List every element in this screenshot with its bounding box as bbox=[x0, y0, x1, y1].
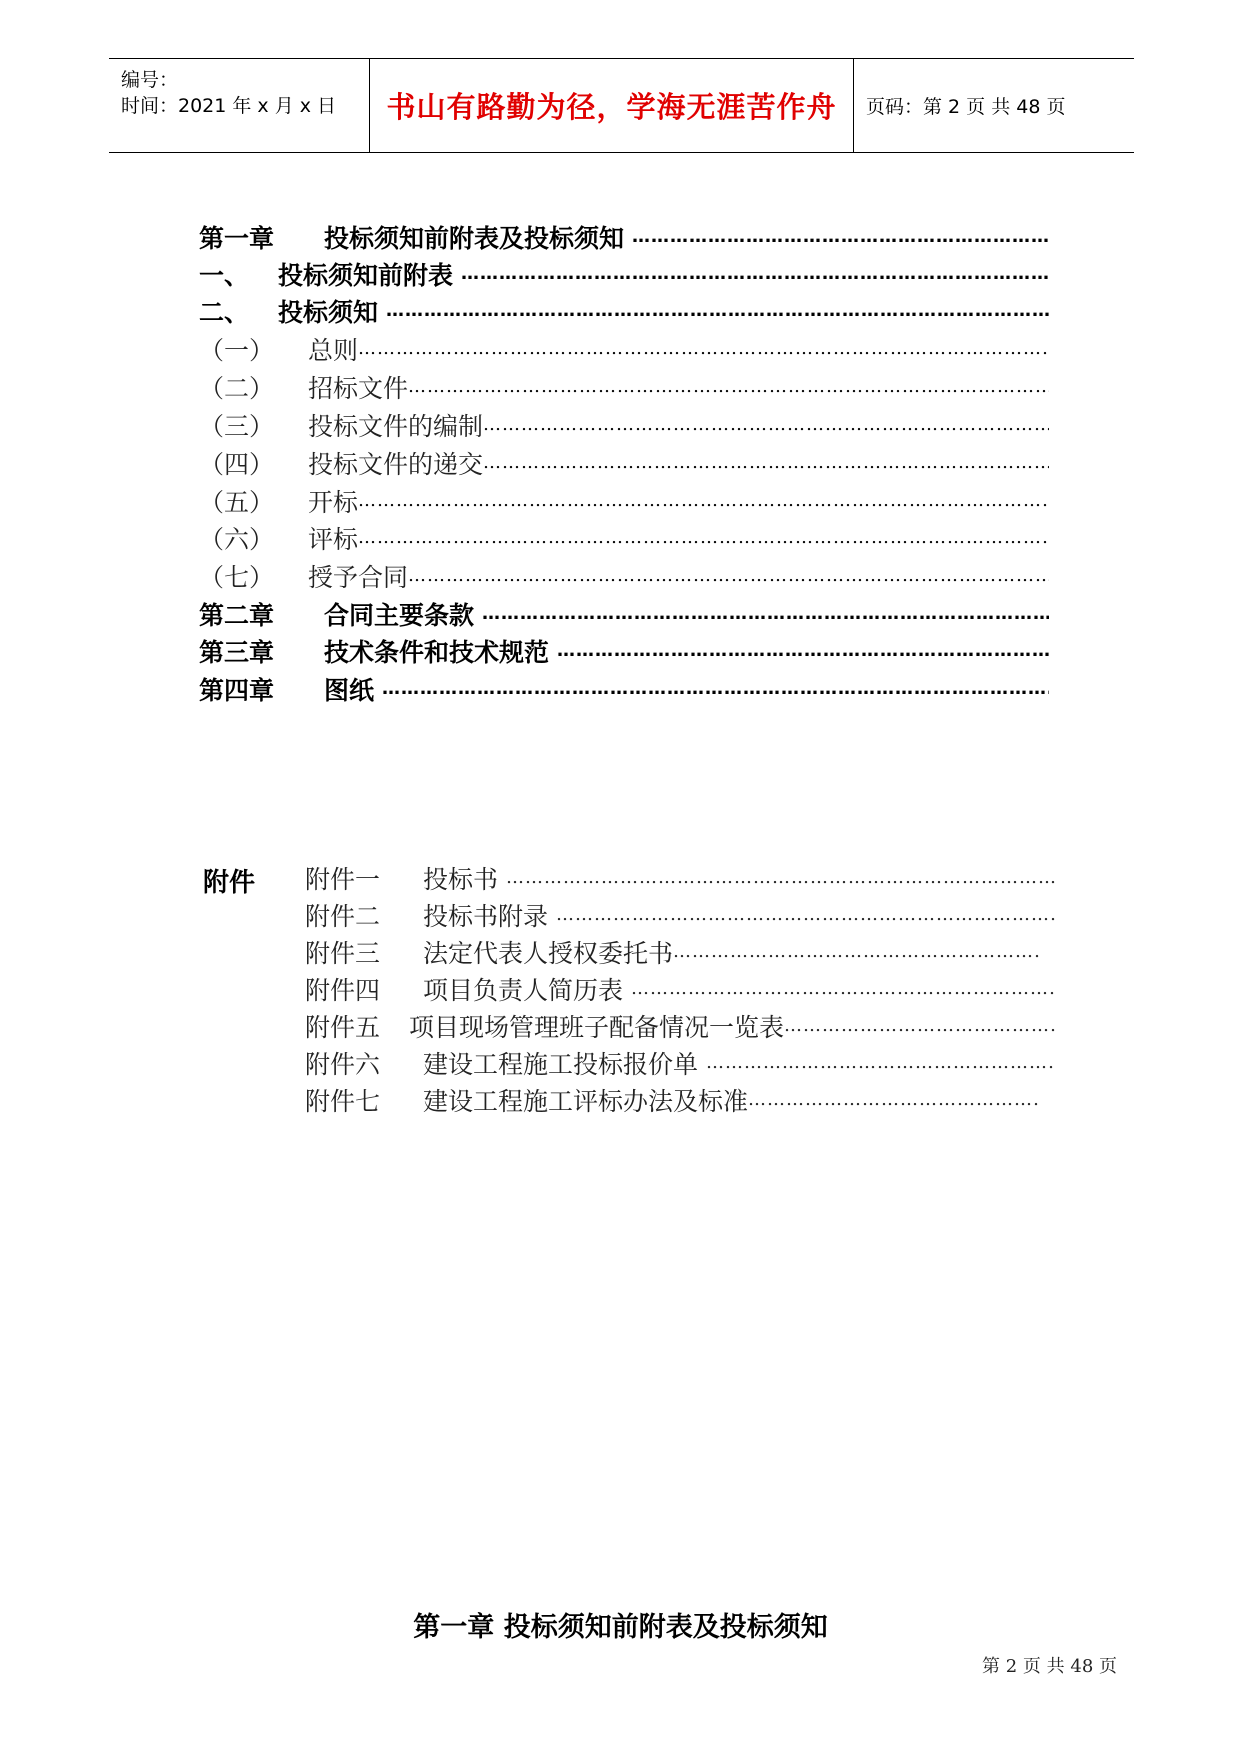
number-label: 编号： bbox=[121, 69, 179, 91]
toc-entry-title: 投标须知前附表及投标须知 bbox=[324, 224, 625, 253]
chapter-heading: 第一章 投标须知前附表及投标须知 bbox=[413, 1612, 828, 1643]
appendix-leader bbox=[748, 1083, 1040, 1117]
toc-leader bbox=[358, 484, 1049, 518]
appendix-item-number: 附件六 bbox=[305, 1050, 381, 1079]
appendix-item bbox=[305, 1083, 1040, 1117]
toc-entry bbox=[199, 484, 1049, 518]
toc-entry-number: 二、 bbox=[199, 298, 250, 327]
toc-entry-title: 评标 bbox=[308, 525, 359, 554]
toc-leader bbox=[461, 257, 1049, 291]
toc-entry-title: 投标文件的递交 bbox=[308, 450, 484, 479]
toc-leader bbox=[358, 521, 1049, 555]
toc-entry-title: 授予合同 bbox=[308, 563, 409, 592]
appendix-item-title: 项目现场管理班子配备情况一览表 bbox=[409, 1013, 785, 1042]
appendix-item-number: 附件四 bbox=[305, 976, 381, 1005]
toc-leader bbox=[632, 220, 1049, 254]
appendix-item bbox=[305, 972, 1055, 1006]
toc-entry-title: 总则 bbox=[308, 336, 359, 365]
appendix-item bbox=[305, 861, 1055, 895]
toc-entry-number: 一、 bbox=[199, 261, 250, 290]
toc-leader bbox=[408, 559, 1049, 593]
toc-entry-number: 第三章 bbox=[199, 638, 275, 667]
header-meta-cell bbox=[109, 59, 370, 152]
toc-entry-number: （二） bbox=[199, 374, 275, 403]
appendix-item bbox=[305, 1009, 1055, 1043]
toc-entry-number: （七） bbox=[199, 563, 275, 592]
appendix-item-number: 附件五 bbox=[305, 1013, 381, 1042]
toc-entry-title: 投标须知 bbox=[278, 298, 379, 327]
appendix-leader bbox=[506, 861, 1055, 895]
toc-entry bbox=[199, 559, 1049, 593]
toc-entry-title: 合同主要条款 bbox=[324, 601, 475, 630]
toc-entry-number: （六） bbox=[199, 525, 275, 554]
toc-entry bbox=[199, 220, 1049, 254]
appendix-item-title: 法定代表人授权委托书 bbox=[423, 939, 674, 968]
toc-entry-number: 第一章 bbox=[199, 224, 275, 253]
toc-entry-number: （四） bbox=[199, 450, 275, 479]
appendix-item-title: 建设工程施工投标报价单 bbox=[423, 1050, 699, 1079]
appendix-leader bbox=[706, 1046, 1055, 1080]
toc-entry bbox=[199, 408, 1049, 442]
toc-entry-title: 图纸 bbox=[324, 676, 375, 705]
page-label: 页码：第 2 页 共 48 页 bbox=[866, 96, 1066, 118]
appendix-leader bbox=[784, 1009, 1055, 1043]
appendix-leader bbox=[631, 972, 1055, 1006]
appendix-item-title: 投标书 bbox=[423, 865, 499, 894]
toc-entry bbox=[199, 294, 1049, 328]
toc-leader bbox=[382, 672, 1049, 706]
appendix-item-title: 建设工程施工评标办法及标准 bbox=[423, 1087, 749, 1116]
toc-entry-number: 第四章 bbox=[199, 676, 275, 705]
toc-entry-number: （一） bbox=[199, 336, 275, 365]
toc-entry bbox=[199, 446, 1049, 480]
toc-entry-title: 招标文件 bbox=[308, 374, 409, 403]
time-label: 时间：2021 年 x 月 x 日 bbox=[121, 95, 337, 117]
header-motto-cell bbox=[370, 59, 854, 152]
toc-entry-title: 投标文件的编制 bbox=[308, 412, 484, 441]
appendix-item-number: 附件三 bbox=[305, 939, 381, 968]
toc-entry-title: 技术条件和技术规范 bbox=[324, 638, 550, 667]
appendix-item bbox=[305, 1046, 1055, 1080]
toc-entry-number: （三） bbox=[199, 412, 275, 441]
appendix-item-number: 附件一 bbox=[305, 865, 381, 894]
page-footer: 第 2 页 共 48 页 bbox=[982, 1656, 1117, 1677]
toc-leader bbox=[358, 332, 1049, 366]
toc-entry bbox=[199, 370, 1049, 404]
toc-entry-title: 开标 bbox=[308, 488, 359, 517]
toc-entry bbox=[199, 332, 1049, 366]
toc-leader bbox=[482, 597, 1049, 631]
appendix-leader bbox=[556, 898, 1055, 932]
header-page-cell bbox=[854, 59, 1134, 152]
appendix-item-title: 项目负责人简历表 bbox=[423, 976, 624, 1005]
toc-leader bbox=[557, 634, 1049, 668]
toc-entry-number: （五） bbox=[199, 488, 275, 517]
appendix-item-number: 附件二 bbox=[305, 902, 381, 931]
toc-entry bbox=[199, 521, 1049, 555]
toc-entry-title: 投标须知前附表 bbox=[278, 261, 454, 290]
appendix-leader bbox=[673, 935, 1040, 969]
toc-leader bbox=[386, 294, 1049, 328]
appendix-item bbox=[305, 898, 1055, 932]
toc-entry bbox=[199, 672, 1049, 706]
toc-leader bbox=[483, 408, 1049, 442]
toc-entry bbox=[199, 597, 1049, 631]
appendix-title: 附件 bbox=[203, 868, 256, 898]
appendix-item bbox=[305, 935, 1040, 969]
toc-leader bbox=[408, 370, 1049, 404]
toc-entry bbox=[199, 634, 1049, 668]
appendix-item-number: 附件七 bbox=[305, 1087, 381, 1116]
motto-text: 书山有路勤为径，学海无涯苦作舟 bbox=[386, 90, 837, 124]
toc-entry bbox=[199, 257, 1049, 291]
toc-leader bbox=[483, 446, 1049, 480]
document-header bbox=[109, 58, 1134, 153]
appendix-item-title: 投标书附录 bbox=[423, 902, 549, 931]
toc-entry-number: 第二章 bbox=[199, 601, 275, 630]
